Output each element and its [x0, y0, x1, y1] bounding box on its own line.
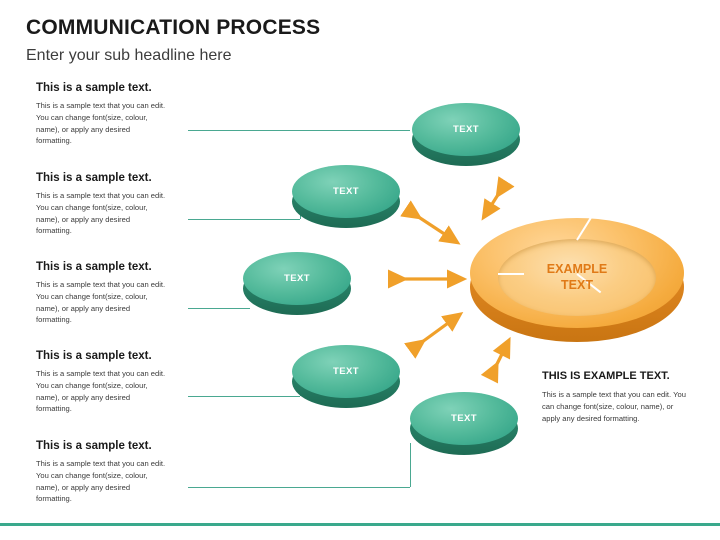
process-node-2[interactable]: [292, 165, 400, 228]
hub-label-line2: TEXT: [561, 277, 593, 292]
text-block-heading: This is a sample text.: [36, 440, 152, 452]
arrow-node1: [487, 190, 501, 212]
text-block-4: [36, 350, 216, 415]
text-block-body: This is a sample text that you can edit. You can change font(size, colour, name), or apply any desired formatting.: [36, 459, 166, 504]
process-node-label: TEXT: [453, 124, 479, 135]
arrow-node4: [418, 318, 455, 345]
right-caption: [542, 370, 702, 424]
hub-label-line1: EXAMPLE: [546, 261, 608, 276]
process-node-5[interactable]: [410, 392, 518, 455]
process-node-label: TEXT: [284, 273, 310, 284]
process-node-label: TEXT: [333, 186, 359, 197]
text-block-5: [36, 440, 216, 505]
process-node-label: TEXT: [451, 413, 477, 424]
page-title: COMMUNICATION PROCESS: [26, 16, 321, 39]
process-node-label: TEXT: [333, 366, 359, 377]
text-block-1: [36, 82, 216, 147]
arrow-node2: [414, 214, 452, 239]
text-block-heading: This is a sample text.: [36, 261, 152, 273]
text-block-heading: This is a sample text.: [36, 172, 152, 184]
process-node-4[interactable]: [292, 345, 400, 408]
text-block-body: This is a sample text that you can edit. You can change font(size, colour, name), or apply any desired formatting.: [36, 369, 166, 414]
right-caption-body: This is a sample text that you can edit. You can change font(size, colour, name), or apply any desired formatting.: [542, 390, 686, 423]
text-block-2: [36, 172, 216, 237]
connector-line-5: [188, 487, 410, 488]
hub-ring[interactable]: [470, 218, 684, 342]
connector-line-1: [188, 130, 410, 131]
process-node-1[interactable]: [412, 103, 520, 166]
right-caption-heading: THIS IS EXAMPLE TEXT.: [542, 370, 670, 382]
text-block-heading: This is a sample text.: [36, 82, 152, 94]
hub-label: [498, 239, 656, 316]
arrow-node5: [494, 346, 506, 370]
page-subtitle: Enter your sub headline here: [26, 47, 232, 64]
text-block-heading: This is a sample text.: [36, 350, 152, 362]
text-block-3: [36, 261, 216, 326]
text-block-body: This is a sample text that you can edit. You can change font(size, colour, name), or apply any desired formatting.: [36, 191, 166, 236]
process-node-3[interactable]: [243, 252, 351, 315]
text-block-body: This is a sample text that you can edit. You can change font(size, colour, name), or apply any desired formatting.: [36, 101, 166, 146]
footer-accent-bar: [0, 523, 720, 526]
text-block-body: This is a sample text that you can edit. You can change font(size, colour, name), or apply any desired formatting.: [36, 280, 166, 325]
